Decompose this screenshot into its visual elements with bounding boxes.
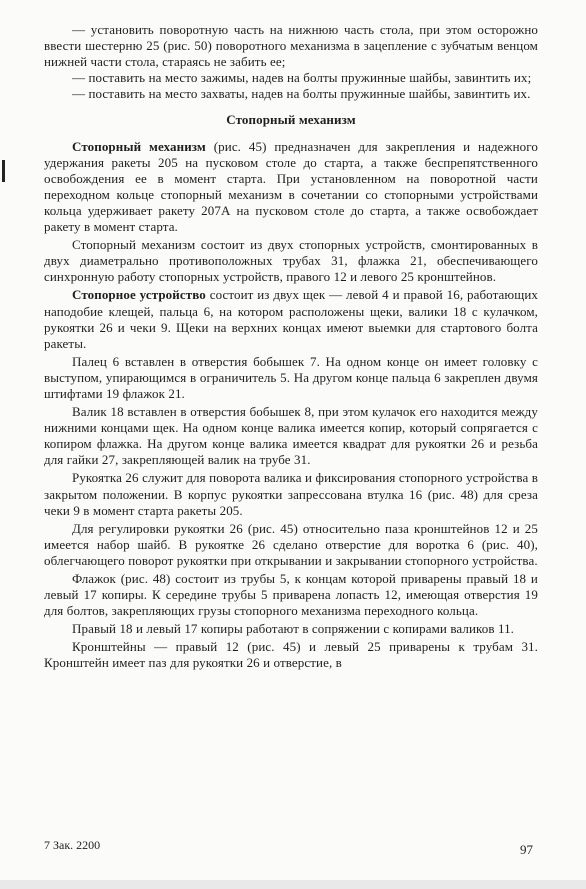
paragraph (44, 287, 538, 351)
paragraph: Флажок (рис. 48) состоит из трубы 5, к концам которой приварены правый 18 и левый 17 копиры. К середине трубы 5 приварена лопасть 12, имеющая отверстия 19 для болтов, закрепляющих грузы стопорного механизма переходного кольца. (44, 571, 538, 619)
signature-mark: 7 Зак. 2200 (44, 838, 101, 852)
bold-term: Стопорный механизм (72, 138, 206, 154)
paragraph: — поставить на место захваты, надев на болты пружинные шайбы, завинтить их. (72, 86, 531, 102)
bold-term: Стопорное устройство (72, 287, 206, 303)
paragraph-text: состоит из двух щек — левой 4 и правой 16, работающих наподобие клещей, пальца 6, на котором расположены щеки, валики 18 с кулачком, рукоятки 26 и чеки 9. Щеки на верхних концах имеют выемки для стартового болта ракеты. (44, 287, 538, 351)
paragraph (44, 139, 538, 236)
paragraph: Кронштейны — правый 12 (рис. 45) и левый 25 приварены к трубам 31. Кронштейн имеет паз для рукоятки 26 и отверстие, в (44, 639, 538, 671)
paragraph: Стопорный механизм состоит из двух стопорных устройств, смонтированных в двух диаметрально противоположных трубах 31, флажка 21, обеспечивающего синхронную работу стопорных устройств, правого 12 и левого 25 кронштейнов. (44, 237, 538, 285)
paragraph: Правый 18 и левый 17 копиры работают в сопряжении с копирами валиков 11. (72, 621, 515, 637)
page-text (44, 22, 538, 672)
section-heading: Стопорный механизм (226, 112, 356, 128)
scan-bottom-strip (0, 880, 586, 889)
paragraph: Палец 6 вставлен в отверстия бобышек 7. На одном конце он имеет головку с выступом, упирающимся в ограничитель 5. На другом конце пальца 6 закреплен двумя штифтами 19 флажок 21. (44, 353, 538, 401)
paragraph-text: (рис. 45) предназначен для закрепления и надежного удержания ракеты 205 на пусковом столе до старта, а также беспрепятственного освобождения ее в момент старта. При установленном на поворотной части переходном кольце стопорный механизм в сочетании со стопорными устройствами кольца удерживает ракету 207А на пусковом столе до старта, а также освобождает ракету в момент старта. (44, 138, 538, 235)
paragraph: — установить поворотную часть на нижнюю часть стола, при этом осторожно ввести шестерню 25 (рис. 50) поворотного механизма в зацепление с зубчатым венцом нижней части стола, стараясь не забить ее; (44, 22, 538, 70)
paragraph: Для регулировки рукоятки 26 (рис. 45) относительно паза кронштейнов 12 и 25 имеется набор шайб. В рукоятке 26 сделано отверстие для воротка 6 (рис. 40), облегчающего поворот рукоятки при открывании и закрывании стопорного устройства. (44, 520, 538, 568)
paragraph: — поставить на место зажимы, надев на болты пружинные шайбы, завинтить их; (72, 70, 532, 86)
paragraph: Валик 18 вставлен в отверстия бобышек 8, при этом кулачок его находится между нижними концами щек. На одном конце валика имеется копир, который сопрягается с копиром флажка. На другом конце валика имеется квадрат для рукоятки 26 и резьба для гайки 27, закрепляющей валик на трубе 31. (44, 404, 538, 468)
scan-edge-mark (2, 160, 5, 182)
page-number: 97 (520, 842, 533, 857)
paragraph: Рукоятка 26 служит для поворота валика и фиксирования стопорного устройства в закрытом положении. В корпус рукоятки запрессована втулка 16 (рис. 48) для среза чеки 9 в момент старта ракеты 205. (44, 470, 538, 518)
